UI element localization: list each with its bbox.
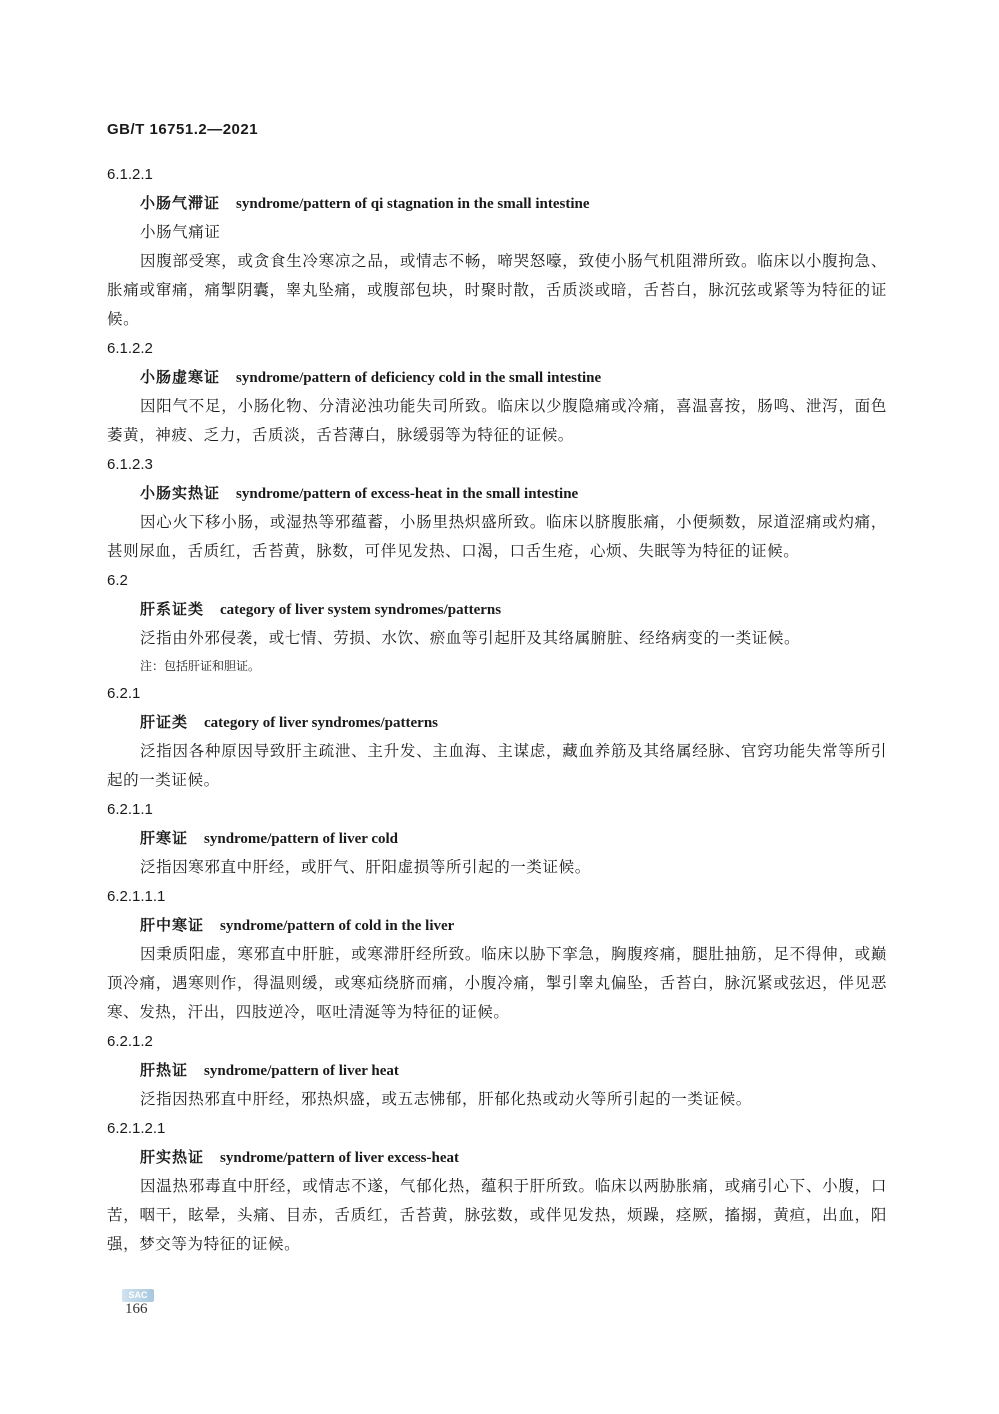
term-chinese: 肝中寒证 [140, 916, 205, 934]
entry-number: 6.2.1.1.1 [107, 888, 166, 905]
entry-term [140, 911, 887, 940]
entry-number: 6.1.2.1 [107, 166, 153, 183]
term-english: category of liver system syndromes/patterns [220, 602, 502, 618]
entry-definition: 因腹部受寒，或贪食生冷寒凉之品，或情志不畅，啼哭怒嚎，致使小肠气机阻滞所致。临床以小腹拘急、胀痛或窜痛，痛掣阴囊，睾丸坠痛，或腹部包块，时聚时散，舌质淡或暗，舌苔白，脉沉弦或紧等为特征的证候。 [107, 252, 887, 328]
entry-number: 6.2.1.2.1 [107, 1120, 166, 1137]
entry [107, 160, 887, 334]
term-english: syndrome/pattern of qi stagnation in the small intestine [236, 196, 590, 212]
entry-number: 6.1.2.3 [107, 456, 153, 473]
entry [107, 1027, 887, 1114]
term-chinese: 肝热证 [140, 1061, 189, 1079]
term-chinese: 肝证类 [140, 713, 189, 731]
entry-number: 6.2 [107, 572, 128, 589]
entry-definition: 泛指因寒邪直中肝经，或肝气、肝阳虚损等所引起的一类证候。 [140, 858, 591, 876]
entry-definition: 因心火下移小肠，或湿热等邪蕴蓄，小肠里热炽盛所致。临床以脐腹胀痛，小便频数，尿道涩痛或灼痛，甚则尿血，舌质红，舌苔黄，脉数，可伴见发热、口渴，口舌生疮，心烦、失眠等为特征的证候。 [107, 513, 887, 560]
entry-definition: 因温热邪毒直中肝经，或情志不遂，气郁化热，蕴积于肝所致。临床以两胁胀痛，或痛引心下、小腹，口苦，咽干，眩晕，头痛、目赤，舌质红，舌苔黄，脉弦数，或伴见发热，烦躁，痉厥，搐搦，黄疸，出血，阳强，梦交等为特征的证候。 [107, 1177, 887, 1253]
publisher-logo: SAC [122, 1289, 154, 1302]
term-english: category of liver syndromes/patterns [204, 715, 439, 731]
entries-container [107, 160, 887, 1259]
entry-term [140, 189, 887, 218]
entry-term [140, 595, 887, 624]
term-english: syndrome/pattern of cold in the liver [220, 918, 455, 934]
entry-definition: 泛指因各种原因导致肝主疏泄、主升发、主血海、主谋虑，藏血养筋及其络属经脉、官窍功能失常等所引起的一类证候。 [107, 742, 887, 789]
term-english: syndrome/pattern of liver heat [204, 1063, 399, 1079]
entry-note: 注：包括肝证和胆证。 [140, 659, 261, 673]
entry [107, 334, 887, 450]
entry-term [140, 1143, 887, 1172]
term-chinese: 肝系证类 [140, 600, 205, 618]
entry-definition: 泛指因热邪直中肝经，邪热炽盛，或五志怫郁，肝郁化热或动火等所引起的一类证候。 [140, 1090, 752, 1108]
entry-term [140, 479, 887, 508]
entry [107, 450, 887, 566]
term-english: syndrome/pattern of deficiency cold in the small intestine [236, 370, 602, 386]
entry-number: 6.1.2.2 [107, 340, 153, 357]
entry [107, 1114, 887, 1259]
entry-definition: 因秉质阳虚，寒邪直中肝脏，或寒滞肝经所致。临床以胁下挛急，胸腹疼痛，腿肚抽筋，足不得伸，或巅顶冷痛，遇寒则作，得温则缓，或寒疝绕脐而痛，小腹冷痛，掣引睾丸偏坠，舌苔白，脉沉紧或弦迟，伴见恶寒、发热，汗出，四肢逆冷，呕吐清涎等为特征的证候。 [107, 945, 887, 1021]
entry-definition: 泛指由外邪侵袭，或七情、劳损、水饮、瘀血等引起肝及其络属腑脏、经络病变的一类证候。 [140, 629, 801, 647]
entry-definition: 因阳气不足，小肠化物、分清泌浊功能失司所致。临床以少腹隐痛或冷痛，喜温喜按，肠鸣、泄泻，面色萎黄，神疲、乏力，舌质淡，舌苔薄白，脉缓弱等为特征的证候。 [107, 397, 887, 444]
term-chinese: 肝实热证 [140, 1148, 205, 1166]
entry [107, 795, 887, 882]
entry-number: 6.2.1.1 [107, 801, 153, 818]
term-english: syndrome/pattern of liver cold [204, 831, 399, 847]
standard-id-header: GB/T 16751.2—2021 [107, 121, 259, 138]
entry-number: 6.2.1.2 [107, 1033, 153, 1050]
term-chinese: 肝寒证 [140, 829, 189, 847]
term-english: syndrome/pattern of liver excess-heat [220, 1150, 459, 1166]
term-chinese: 小肠实热证 [140, 484, 221, 502]
entry [107, 566, 887, 679]
term-chinese: 小肠气滞证 [140, 194, 221, 212]
entry-term [140, 363, 887, 392]
entry-term [140, 1056, 887, 1085]
entry-number: 6.2.1 [107, 685, 141, 702]
page-number: 166 [125, 1301, 148, 1317]
term-chinese: 小肠虚寒证 [140, 368, 221, 386]
entry-term [140, 708, 887, 737]
entry-synonym: 小肠气痛证 [140, 223, 221, 241]
entry [107, 882, 887, 1027]
term-english: syndrome/pattern of excess-heat in the small intestine [236, 486, 579, 502]
entry [107, 679, 887, 795]
entry-term [140, 824, 887, 853]
